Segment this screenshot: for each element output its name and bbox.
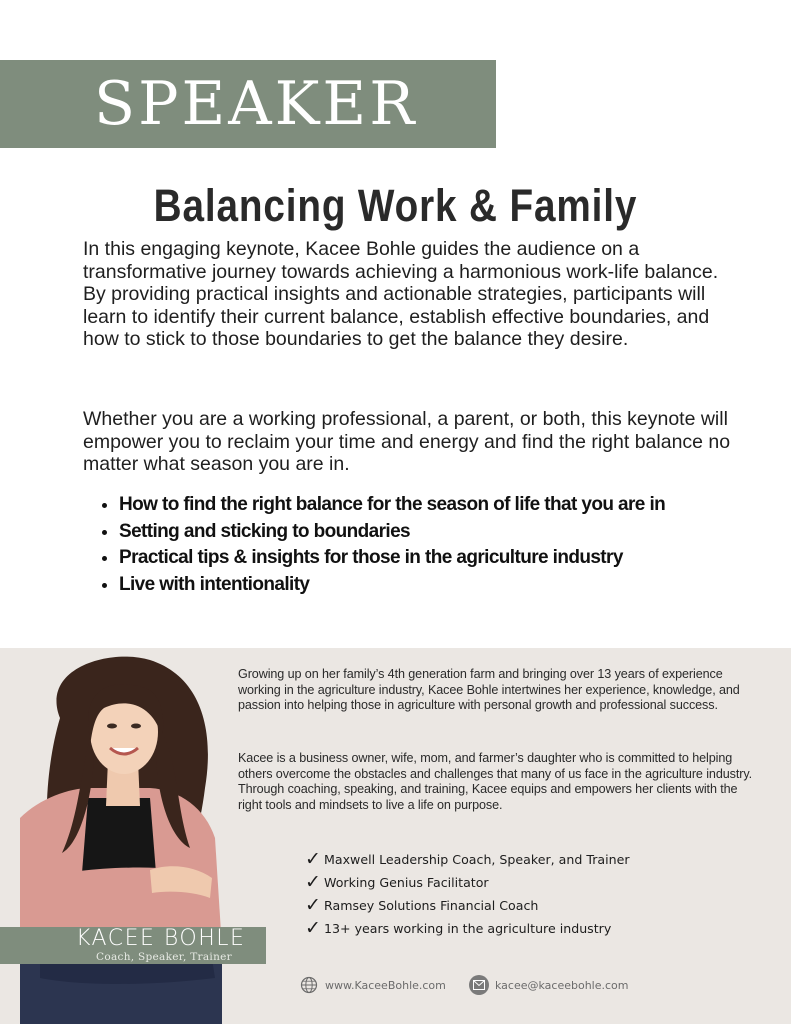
banner-label: SPEAKER [94,69,418,139]
speaker-photo [0,648,232,1024]
credential-label: Working Genius Facilitator [324,875,489,890]
takeaways-list [95,492,759,598]
website-link[interactable]: www.KaceeBohle.com [325,978,446,992]
credentials-list [305,848,630,940]
checkmark-icon: ✓ [305,871,321,893]
checkmark-icon: ✓ [305,894,321,916]
intro-paragraph: In this engaging keynote, Kacee Bohle guides the audience on a transformative journey towards achieving a harmonious work-life balance. By providing practical insights and actionable strategies, participants will learn to identify their current balance, establish effective boundaries, and how to stick to those boundaries to get the balance they desire. [83,238,719,350]
bio-paragraph: Kacee is a business owner, wife, mom, and farmer’s daughter who is committed to helping others overcome the obstacles and challenges that many of us face in the agriculture industry. Through coaching, speaking, and training, Kacee equips and empowers her clients with the right tools and mindsets to live a life on purpose. [238,751,752,812]
credential-label: Ramsey Solutions Financial Coach [324,898,539,913]
list-item [305,894,630,917]
checkmark-icon: ✓ [305,848,321,870]
list-item: • How to find the right balance for the season of life that you are in [119,492,759,519]
envelope-icon [469,975,489,995]
audience-paragraph: Whether you are a working professional, a parent, or both, this keynote will empower you to reclaim your time and energy and find the right balance no matter what season you are in. [83,408,731,475]
speaker-banner [0,60,496,148]
email-link[interactable]: kacee@kaceebohle.com [495,978,629,992]
list-item [305,917,630,940]
list-item: • Setting and sticking to boundaries [119,519,759,546]
credential-label: Maxwell Leadership Coach, Speaker, and Trainer [324,852,630,867]
credential-label: 13+ years working in the agriculture industry [324,921,612,936]
speaker-name: KACEE BOHLE [76,926,246,951]
speaker-tagline: Coach, Speaker, Trainer [96,951,232,963]
list-item: • Live with intentionality [119,572,759,599]
page-title: Balancing Work & Family [153,180,638,231]
list-item: • Practical tips & insights for those in the agriculture industry [119,545,759,572]
bio-paragraph: Growing up on her family’s 4th generation farm and bringing over 13 years of experience working in the agriculture industry, Kacee Bohle intertwines her experience, knowledge, and passion into helping those in agriculture with personal growth and professional success. [238,667,740,712]
globe-icon [299,975,319,995]
list-item [305,871,630,894]
checkmark-icon: ✓ [305,917,321,939]
list-item [305,848,630,871]
website-contact[interactable] [299,975,446,995]
email-contact[interactable] [469,975,629,995]
